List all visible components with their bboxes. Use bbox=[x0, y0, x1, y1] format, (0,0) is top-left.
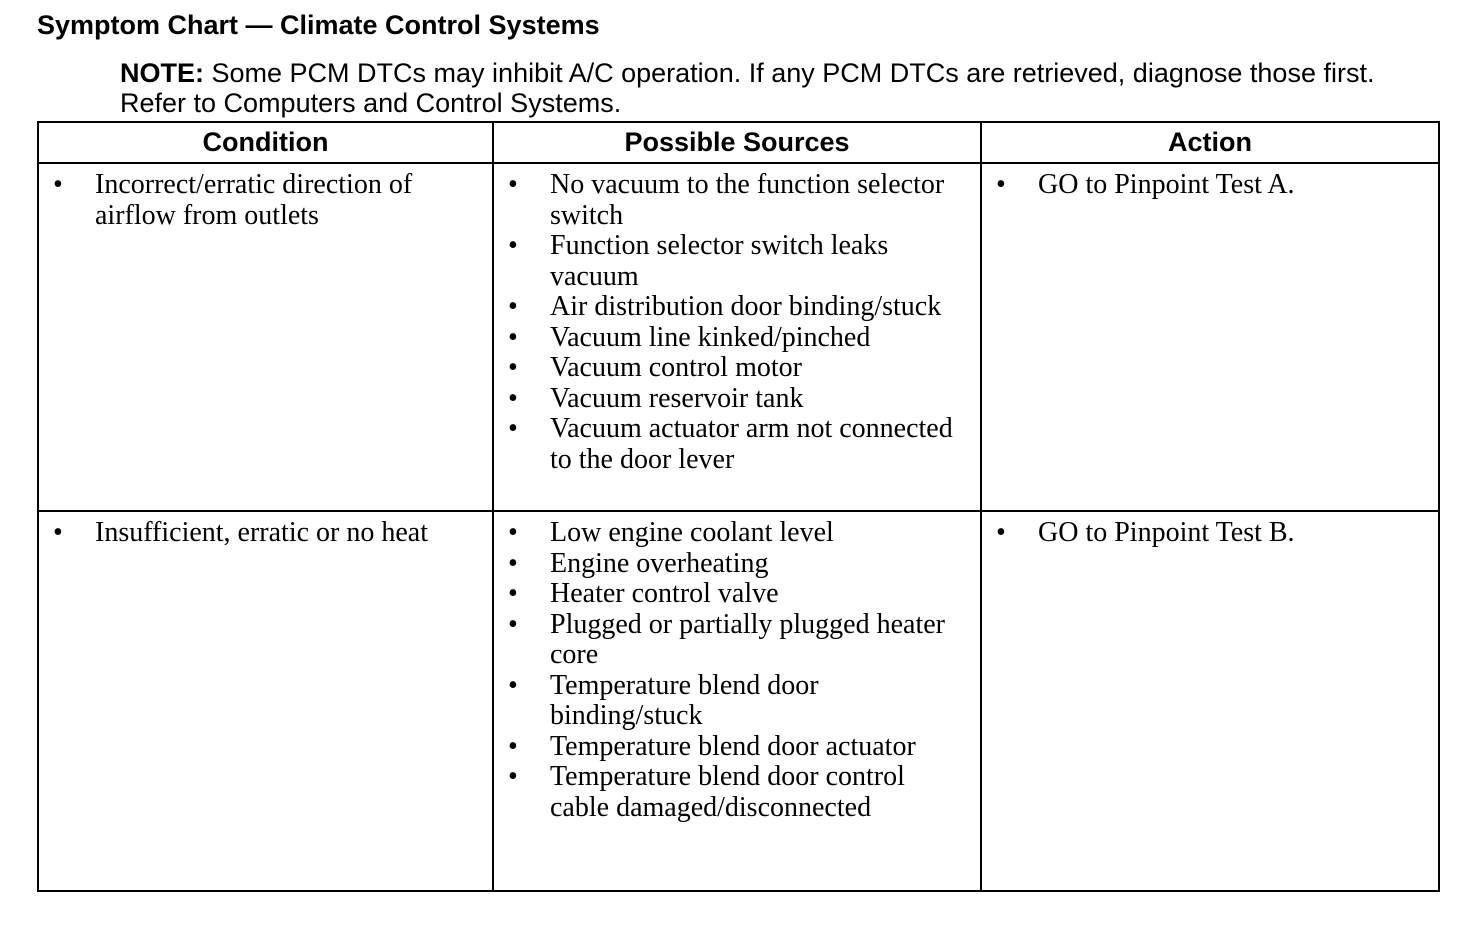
list-item: • Vacuum reservoir tank bbox=[550, 384, 970, 415]
list-item: • Function selector switch leaks vacuum bbox=[550, 231, 970, 292]
list-item: • Air distribution door binding/stuck bbox=[550, 292, 970, 323]
list-item: • Vacuum line kinked/pinched bbox=[550, 323, 970, 354]
sources-list bbox=[494, 164, 980, 475]
sources-list bbox=[494, 512, 980, 823]
note-label: NOTE: bbox=[120, 58, 204, 88]
condition-cell bbox=[38, 163, 493, 511]
list-item: • Vacuum control motor bbox=[550, 353, 970, 384]
note bbox=[120, 58, 1420, 118]
header-action: Action bbox=[981, 122, 1439, 163]
condition-cell bbox=[38, 511, 493, 891]
header-condition: Condition bbox=[38, 122, 493, 163]
list-item: • Plugged or partially plugged heater core bbox=[550, 610, 970, 671]
list-item: • Low engine coolant level bbox=[550, 518, 970, 549]
action-list bbox=[982, 512, 1438, 549]
table-row bbox=[38, 511, 1439, 891]
page-title: Symptom Chart — Climate Control Systems bbox=[37, 10, 600, 40]
action-list bbox=[982, 164, 1438, 201]
list-item: • Vacuum actuator arm not connected to the door lever bbox=[550, 414, 970, 475]
action-cell bbox=[981, 163, 1439, 511]
list-item: • Incorrect/erratic direction of airflow from outlets bbox=[95, 170, 482, 231]
list-item: • Temperature blend door actuator bbox=[550, 732, 970, 763]
condition-list bbox=[39, 164, 492, 231]
list-item: • GO to Pinpoint Test B. bbox=[1038, 518, 1428, 549]
condition-list bbox=[39, 512, 492, 549]
sources-cell bbox=[493, 163, 981, 511]
list-item: • Engine overheating bbox=[550, 549, 970, 580]
action-cell bbox=[981, 511, 1439, 891]
list-item: • GO to Pinpoint Test A. bbox=[1038, 170, 1428, 201]
note-text: Some PCM DTCs may inhibit A/C operation. If any PCM DTCs are retrieved, diagnose those first. Refer to Computers and Control Systems. bbox=[120, 58, 1375, 118]
symptom-chart-table bbox=[37, 121, 1440, 892]
list-item: • Heater control valve bbox=[550, 579, 970, 610]
sources-cell bbox=[493, 511, 981, 891]
header-possible-sources: Possible Sources bbox=[493, 122, 981, 163]
list-item: • No vacuum to the function selector switch bbox=[550, 170, 970, 231]
list-item: • Temperature blend door binding/stuck bbox=[550, 671, 970, 732]
table-header-row bbox=[38, 122, 1439, 163]
table-row bbox=[38, 163, 1439, 511]
list-item: • Insufficient, erratic or no heat bbox=[95, 518, 482, 549]
list-item: • Temperature blend door control cable damaged/disconnected bbox=[550, 762, 970, 823]
